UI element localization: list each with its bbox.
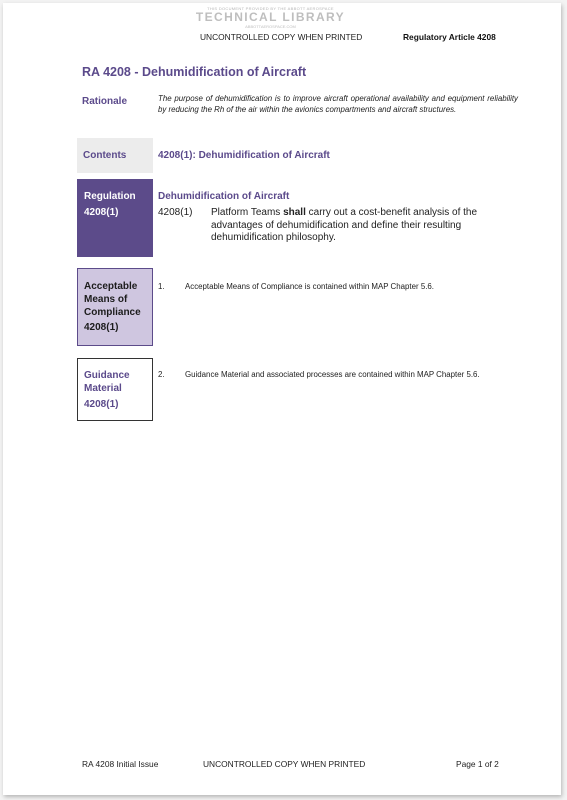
rationale-text: The purpose of dehumidification is to improve aircraft operational availability and equipment reliability by reducing the Rh of the air within the avionics compartments and aircraft structures. (158, 94, 518, 114)
regulation-text (211, 207, 521, 245)
guidance-label-line1: Guidance (84, 370, 130, 381)
guidance-label-line3: 4208(1) (84, 399, 119, 410)
logo-url: ABBOTTAEROSPACE.COM (245, 24, 296, 29)
document-page (3, 3, 561, 795)
guidance-item-text: Guidance Material and associated processes are contained within MAP Chapter 5.6. (185, 370, 480, 379)
guidance-label-box (77, 358, 153, 421)
regulation-heading: Dehumidification of Aircraft (158, 191, 290, 202)
footer-issue: RA 4208 Initial Issue (82, 759, 159, 769)
amc-label-line2: Means of (84, 294, 128, 305)
header-article-number: Regulatory Article 4208 (403, 32, 496, 42)
amc-item-number: 1. (158, 282, 165, 291)
regulation-text-bold: shall (283, 207, 306, 218)
amc-label-line4: 4208(1) (84, 322, 119, 333)
rationale-label: Rationale (82, 96, 128, 107)
regulation-label-box (77, 179, 153, 257)
regulation-text-before: Platform Teams (211, 207, 284, 218)
amc-label-line3: Compliance (84, 307, 141, 318)
technical-library-logo (188, 6, 353, 32)
guidance-item (158, 370, 520, 380)
footer-uncontrolled-notice: UNCONTROLLED COPY WHEN PRINTED (203, 759, 366, 769)
contents-label-box (77, 138, 153, 173)
contents-label: Contents (83, 150, 127, 161)
header-uncontrolled-notice: UNCONTROLLED COPY WHEN PRINTED (200, 32, 363, 42)
footer-page-number: Page 1 of 2 (456, 759, 499, 769)
regulation-text-after: carry out a cost-benefit analysis of the advantages of dehumidification and define their resulting dehumidification philosophy. (211, 207, 478, 243)
guidance-item-number: 2. (158, 370, 165, 379)
document-title: RA 4208 - Dehumidification of Aircraft (82, 65, 307, 79)
regulation-label-line1: Regulation (84, 191, 136, 202)
logo-tagline: THIS DOCUMENT PROVIDED BY THE ABBOTT AEROSPACE (207, 6, 334, 11)
amc-label-box (77, 268, 153, 346)
guidance-label-line2: Material (84, 383, 122, 394)
regulation-number: 4208(1) (158, 207, 193, 218)
logo-name: TECHNICAL LIBRARY (195, 10, 346, 24)
amc-item-text: Acceptable Means of Compliance is contained within MAP Chapter 5.6. (185, 282, 434, 291)
contents-entry: 4208(1): Dehumidification of Aircraft (158, 150, 330, 161)
regulation-label-line2: 4208(1) (84, 207, 119, 218)
amc-label-line1: Acceptable (84, 281, 138, 292)
